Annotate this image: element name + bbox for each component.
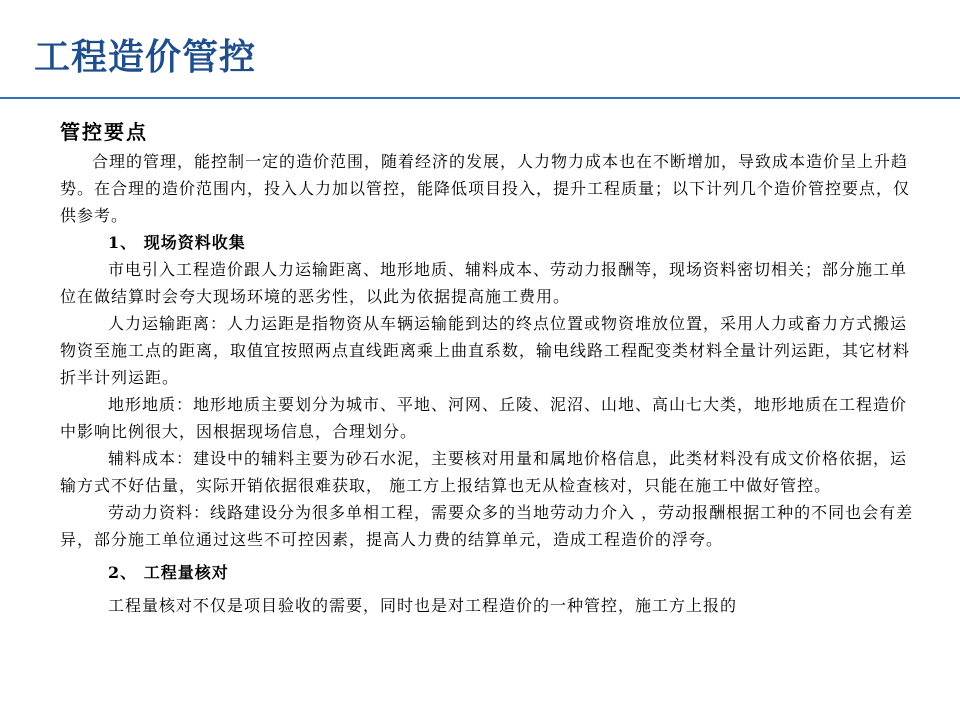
paragraph-materials-cost: 辅料成本：建设中的辅料主要为砂石水泥，主要核对用量和属地价格信息，此类材料没有成文价格依据，运输方式不好估量，实际开销依据很难获取， 施工方上报结算也无从检查核对，只能在施工中做好管控。 [60, 449, 908, 495]
slide-content [60, 116, 920, 619]
section-heading: 管控要点 [60, 120, 148, 144]
intro-paragraph: 合理的管理，能控制一定的造价范围，随着经济的发展，人力物力成本也在不断增加，导致成本造价呈上升趋势。在合理的造价范围内，投入人力加以管控，能降低项目投入，提升工程质量；以下计列几个造价管控要点，仅供参考。 [60, 152, 911, 225]
title-divider [0, 97, 960, 99]
paragraph-terrain: 地形地质：地形地质主要划分为城市、平地、河网、丘陵、泥沼、山地、高山七大类，地形地质在工程造价中影响比例很大，因根据现场信息，合理划分。 [60, 395, 908, 441]
subheading-site-data: 1、 现场资料收集 [108, 233, 246, 252]
slide-title: 工程造价管控 [34, 37, 257, 78]
paragraph-labor: 劳动力资料：线路建设分为很多单相工程，需要众多的当地劳动力介入 ，劳动报酬根据工种的不同也会有差异，部分施工单位通过这些不可控因素，提高人力费的结算单元，造成工程造价的浮夸。 [60, 503, 914, 549]
paragraph-site-data: 市电引入工程造价跟人力运输距离、地形地质、辅料成本、劳动力报酬等，现场资料密切相关；部分施工单位在做结算时会夸大现场环境的恶劣性，以此为依据提高施工费用。 [60, 260, 908, 306]
paragraph-quantity-check: 工程量核对不仅是项目验收的需要，同时也是对工程造价的一种管控，施工方上报的 [108, 596, 738, 615]
subheading-quantity-check: 2、 工程量核对 [108, 563, 229, 582]
paragraph-transport-distance: 人力运输距离：人力运距是指物资从车辆运输能到达的终点位置或物资堆放位置，采用人力或畜力方式搬运物资至施工点的距离，取值宜按照两点直线距离乘上曲直系数，输电线路工程配变类材料全量计列运距，其它材料折半计列运距。 [60, 314, 911, 387]
